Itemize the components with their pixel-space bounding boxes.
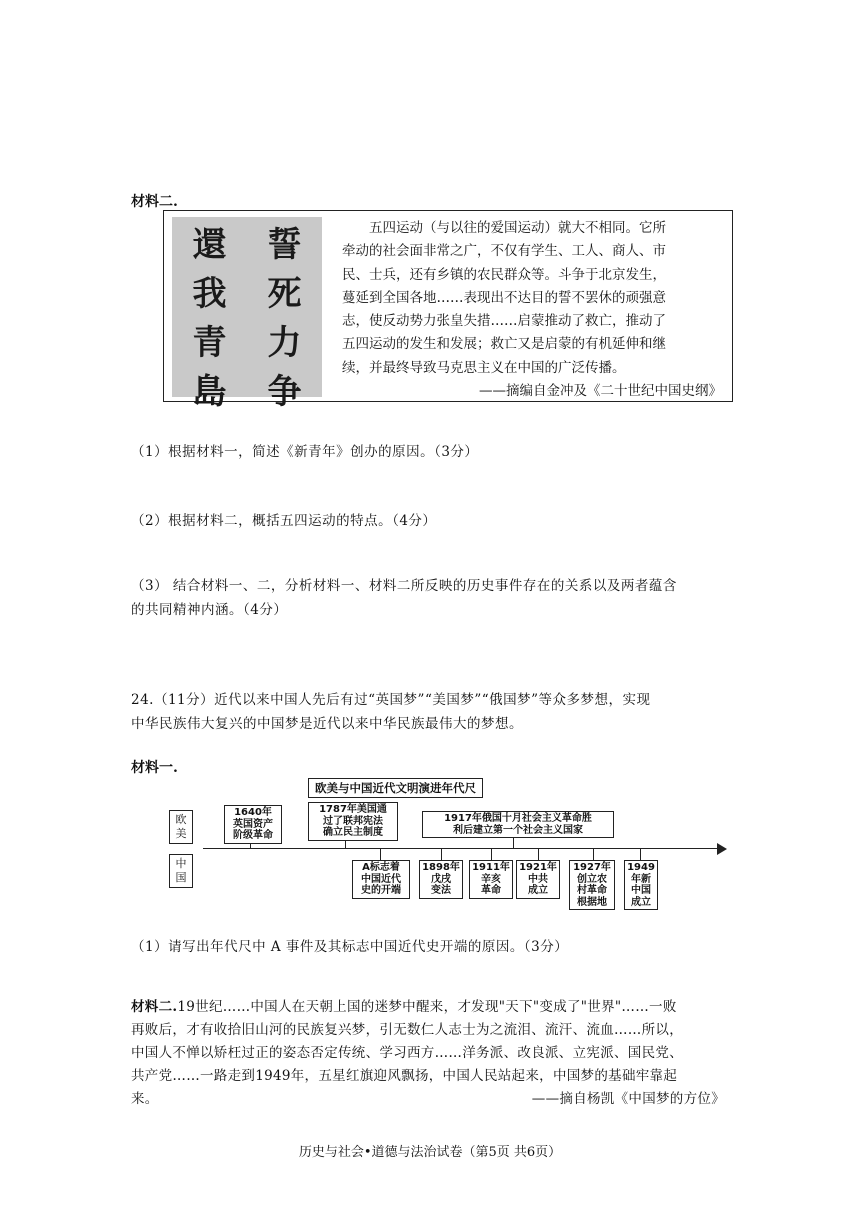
row-label-char: 国 [175,871,187,884]
event-line: 1787年美国通 [319,804,387,815]
timeline-arrow-icon [717,843,727,855]
timeline-event-china-a [352,860,410,899]
row-label-china [169,854,193,888]
event-line: 阶级革命 [233,830,273,841]
calligraphy-char: 力 [267,323,302,363]
event-line: 中共 [528,873,548,885]
event-line: 英国资产 [233,818,273,830]
material2-text [342,217,722,403]
calligraphy-char: 争 [267,372,302,412]
event-line: 革命 [481,885,501,896]
event-line: 过了联邦宪法 [323,815,383,827]
material2-line: 志，使反动势力张皇失措……启蒙推动了救亡，推动了 [342,313,666,330]
timeline-event-west [422,811,614,838]
timeline-axis [203,848,721,849]
material2-label: 材料二. [131,194,178,210]
material2-line: 五四运动（与以往的爱国运动）就大不相同。它所 [369,220,666,236]
material2b-last-row [131,1088,731,1111]
event-line: 1917年俄国十月社会主义革命胜 [444,813,592,824]
event-line: 辛亥 [481,873,501,885]
question-3-line1: （3） 结合材料一、二，分析材料一、材料二所反映的历史事件存在的关系以及两者蕴含 [131,578,677,594]
event-line: 1911年 [472,862,510,873]
slogan-calligraphy-image [172,217,322,412]
material2b-source: ——摘自杨凯《中国梦的方位》 [531,1091,725,1107]
timeline-event-china [419,860,463,899]
event-line: 1640年 [234,807,272,818]
row-label-char: 中 [175,857,187,870]
row-label-char: 美 [175,827,187,840]
event-line: 1898年 [422,862,460,873]
event-line: 成立 [631,896,651,908]
page-footer: 历史与社会•道德与法治试卷（第5页 共6页） [298,1145,562,1160]
event-line: 1921年 [519,862,557,873]
q24-question-1: （1）请写出年代尺中 A 事件及其标志中国近代史开端的原因。（3分） [131,939,569,955]
question-2: （2）根据材料二，概括五四运动的特点。（4分） [131,513,437,529]
event-line: A标志着 [362,862,400,873]
material2-source: ——摘编自金冲及《二十世纪中国史纲》 [479,383,722,400]
q24-line1: 24.（11分）近代以来中国人先后有过“英国梦”“美国梦”“俄国梦”等众多梦想，实现 [131,692,651,708]
material2b-paragraph [131,996,731,1111]
event-line: 1927年 [573,862,611,873]
event-line: 确立民主制度 [323,827,383,838]
tick [593,848,594,860]
timeline-event-west [308,802,398,841]
event-line: 史的开端 [361,885,401,896]
tick [441,848,442,860]
event-line: 年新 [631,873,651,885]
tick [491,848,492,860]
calligraphy-char: 誓 [267,225,302,265]
calligraphy-char: 我 [192,274,227,314]
row-label-west [169,810,193,844]
question-1: （1）根据材料一，简述《新青年》创办的原因。（3分） [131,444,479,460]
timeline-event-china [624,860,658,910]
event-line: 戊戌 [431,873,451,885]
calligraphy-char: 青 [192,323,227,363]
calligraphy-char: 死 [267,274,302,314]
event-line: 成立 [528,885,548,896]
event-line: 中国近代 [361,873,401,885]
material2-line: 民、士兵，还有乡镇的农民群众等。斗争于北京发生， [342,266,666,283]
event-line: 利后建立第一个社会主义国家 [453,824,583,836]
event-line: 创立农 [577,873,607,885]
tick [538,848,539,860]
material2-line: 牵动的社会面非常之广，不仅有学生、工人、商人、市 [342,243,666,260]
material2b-line1 [131,996,731,1019]
material2-box [163,210,733,412]
material2b-line: 来。 [131,1091,159,1107]
material2b-label: 材料二. [131,999,178,1015]
tick [640,848,641,860]
timeline-chart [135,778,725,908]
calligraphy-column-right [247,217,322,413]
timeline-event-china [516,860,560,899]
event-line: 根据地 [577,896,607,908]
timeline-event-china [469,860,513,899]
timeline-title: 欧美与中国近代文明演进年代尺 [308,778,483,798]
material2b-line: 共产党……一路走到1949年，五星红旗迎风飘扬，中国人民站起来，中国梦的基础牢靠起 [131,1068,678,1084]
material2-line: 五四运动的发生和发展；救亡又是启蒙的有机延伸和继 [342,336,666,353]
calligraphy-column-left [172,217,247,413]
row-label-char: 欧 [175,813,187,826]
calligraphy-char: 島 [192,372,227,412]
material2b-text: 19世纪……中国人在天朝上国的迷梦中醒来，才发现"天下"变成了"世界"……一败 [177,999,677,1015]
event-line: 村革命 [577,885,607,896]
timeline-event-west [224,805,282,844]
event-line: 1949 [627,862,655,873]
event-line: 变法 [431,885,451,896]
material2b-line: 中国人不惮以矫枉过正的姿态否定传统、学习西方……洋务派、改良派、立宪派、国民党、 [131,1045,683,1061]
event-line: 中国 [631,885,651,896]
calligraphy-char: 還 [192,225,227,265]
material2b-line: 再败后，才有收拾旧山河的民族复兴梦，引无数仁人志士为之流泪、流汗、流血……所以， [131,1022,683,1038]
q24-line2: 中华民族伟大复兴的中国梦是近代以来中华民族最伟大的梦想。 [131,716,523,732]
tick [380,848,381,860]
timeline-event-china [569,860,615,910]
material2-line: 蔓延到全国各地……表现出不达目的誓不罢休的顽强意 [342,289,666,306]
material2-line: 续，并最终导致马克思主义在中国的广泛传播。 [342,359,626,376]
material1-label: 材料一. [131,760,178,776]
question-3-line2: 的共同精神内涵。（4分） [131,602,288,618]
